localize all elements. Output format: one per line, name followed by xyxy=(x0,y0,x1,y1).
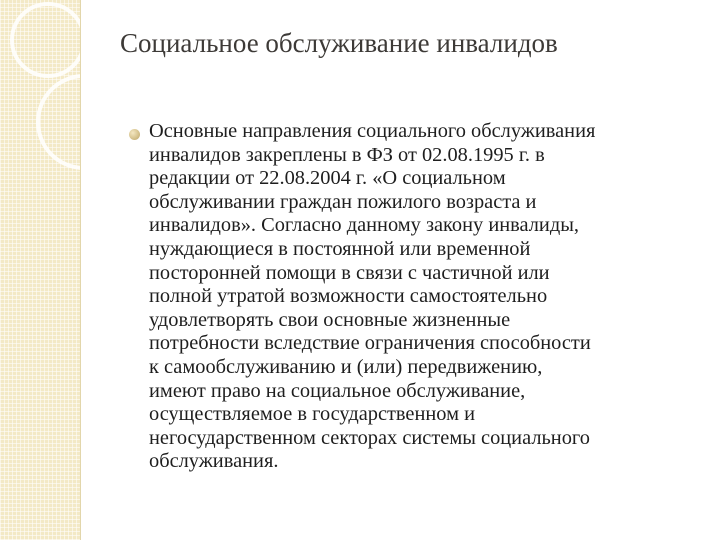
decorative-arcs xyxy=(0,0,80,540)
slide-body-text: Основные направления социального обслуживания инвалидов закреплены в ФЗ от 02.08.1995 г. в редакции от 22.08.2004 г. «О социальном обслуживании граждан пожилого возраста и инвалидов». Согласно данному закону инвалиды, нуждающиеся в постоянной или временной посторонней помощи в связи с частичной или полной утратой возможности самостоятельно удовлетворять свои основные жизненные потребности вследствие ограничения способности к самообслуживанию и (или) передвижению, имеют право на социальное обслуживание, осуществляемое в государственном и негосударственном секторах системы социального обслуживания. xyxy=(149,120,596,473)
arc-top xyxy=(12,4,80,76)
panel-divider xyxy=(80,0,81,540)
decorative-side-panel xyxy=(0,0,80,540)
arc-middle xyxy=(38,76,80,168)
bullet-icon xyxy=(129,129,140,140)
slide-title: Социальное обслуживание инвалидов xyxy=(120,28,558,58)
